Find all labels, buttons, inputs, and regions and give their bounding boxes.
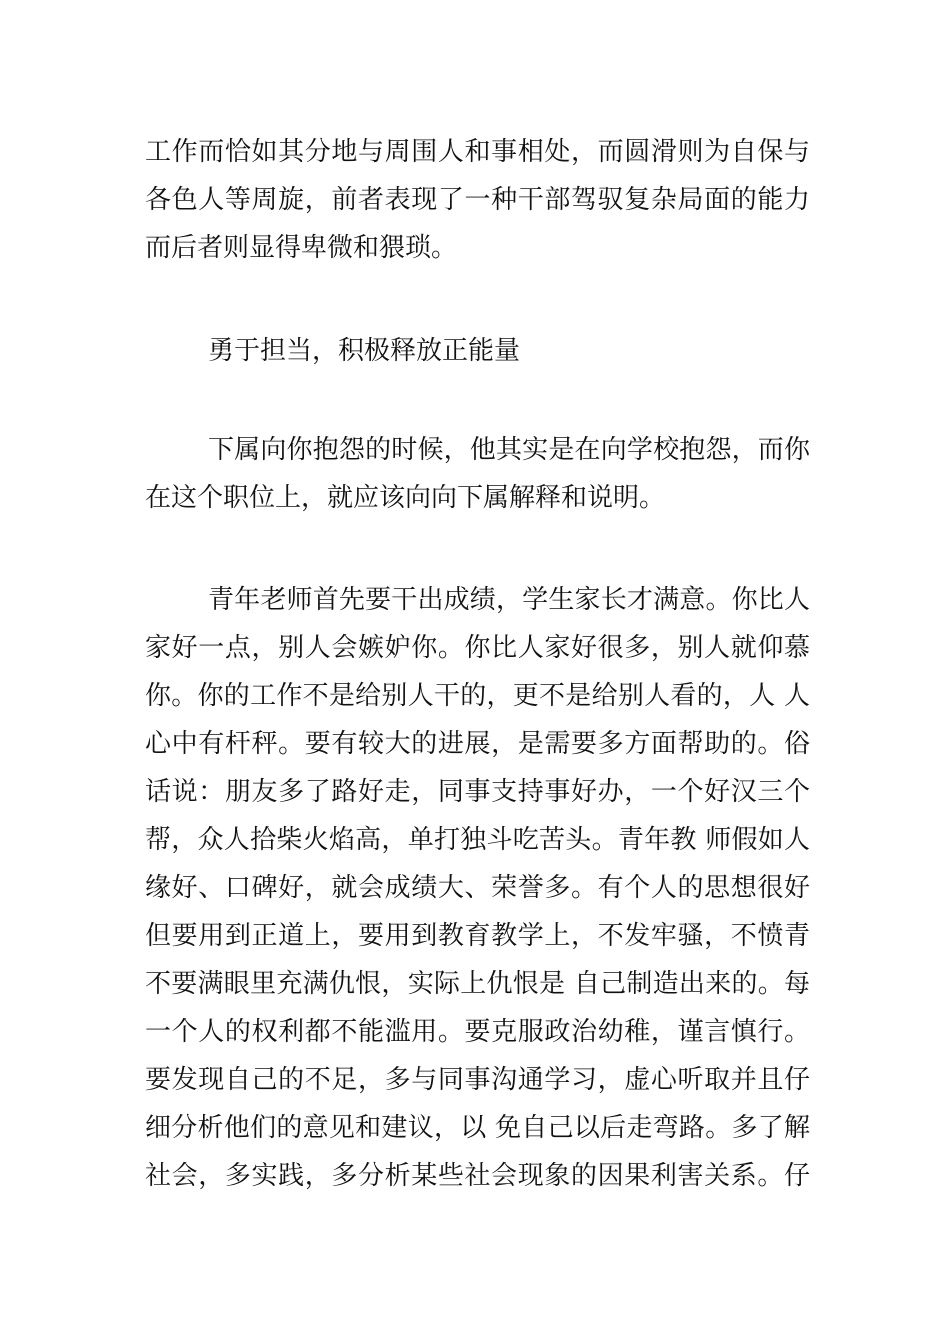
text-line: 话说：朋友多了路好走，同事支持事好办，一个好汉三个 xyxy=(145,777,810,807)
text-line: 工作而恰如其分地与周围人和事相处，而圆滑则为自保与 xyxy=(145,137,810,167)
text-line: 下属向你抱怨的时候，他其实是在向学校抱怨，而你 xyxy=(208,435,810,465)
text-line: 但要用到正道上，要用到教育教学上，不发牢骚，不愤青 xyxy=(145,921,810,951)
text-line: 心中有杆秤。要有较大的进展，是需要多方面帮助的。俗 xyxy=(145,729,810,759)
text-line: 家好一点，别人会嫉妒你。你比人家好很多，别人就仰慕 xyxy=(145,633,810,663)
text-line: 要发现自己的不足，多与同事沟通学习，虚心听取并且仔 xyxy=(145,1065,810,1095)
text-line: 青年老师首先要干出成绩，学生家长才满意。你比人 xyxy=(208,585,810,615)
text-line: 而后者则显得卑微和猥琐。 xyxy=(145,233,458,263)
text-line: 在这个职位上，就应该向向下属解释和说明。 xyxy=(145,483,666,513)
text-line: 各色人等周旋，前者表现了一种干部驾驭复杂局面的能力 xyxy=(145,185,810,215)
text-line: 缘好、口碑好，就会成绩大、荣誉多。有个人的思想很好 xyxy=(145,873,810,903)
text-line: 社会，多实践，多分析某些社会现象的因果利害关系。仔 xyxy=(145,1161,810,1191)
text-line: 你。你的工作不是给别人干的，更不是给别人看的，人 人 xyxy=(145,681,810,711)
section-heading: 勇于担当，积极释放正能量 xyxy=(208,336,521,366)
text-line: 细分析他们的意见和建议，以 免自己以后走弯路。多了解 xyxy=(145,1113,810,1143)
text-line: 帮，众人拾柴火焰高，单打独斗吃苦头。青年教 师假如人 xyxy=(145,825,810,855)
text-line: 一个人的权利都不能滥用。要克服政治幼稚，谨言慎行。 xyxy=(145,1017,810,1047)
text-line: 不要满眼里充满仇恨，实际上仇恨是 自己制造出来的。每 xyxy=(145,969,810,999)
